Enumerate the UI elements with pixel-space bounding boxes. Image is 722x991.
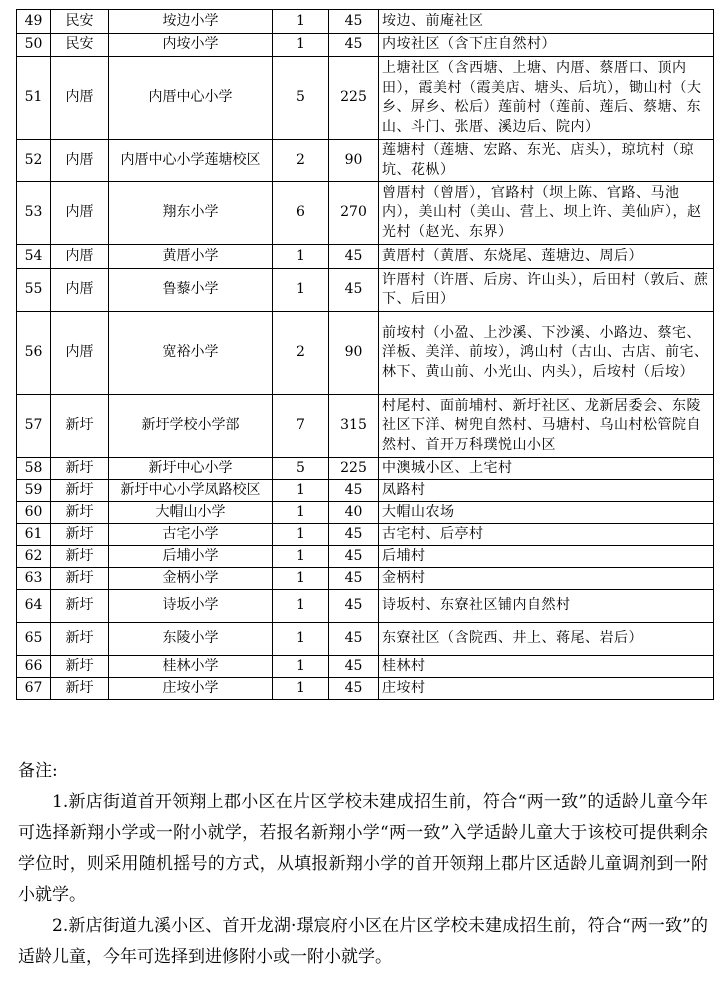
row-number: 61 [17, 524, 51, 546]
street-name: 新圩 [51, 590, 109, 623]
street-name: 内厝 [51, 182, 109, 245]
zone-description: 庄垵村 [379, 678, 714, 700]
row-number: 66 [17, 656, 51, 678]
note-1: 1.新店街道首开领翔上郡小区在片区学校未建成招生前，符合“两一致”的适龄儿童今年可选择新翔小学或一附小就学，若报名新翔小学“两一致”入学适龄儿童大于该校可提供剩余学位时，则采用随机摇号的方式，从填报新翔小学的首开领翔上郡片区适龄儿童调剂到一附小就学。 [18, 792, 708, 905]
row-number: 56 [17, 312, 51, 395]
school-name: 内厝中心小学莲塘校区 [109, 140, 273, 182]
school-name: 翔东小学 [109, 182, 273, 245]
note-2: 2.新店街道九溪小区、首开龙湖·璟宸府小区在片区学校未建成招生前，符合“两一致”的适龄儿童，今年可选择到进修附小或一附小就学。 [18, 916, 708, 967]
street-name: 新圩 [51, 480, 109, 502]
table-row [17, 245, 714, 269]
street-name: 内厝 [51, 57, 109, 140]
notes-heading: 备注: [18, 761, 58, 781]
seat-count: 45 [329, 678, 379, 700]
street-name: 内厝 [51, 140, 109, 182]
seat-count: 90 [329, 312, 379, 395]
row-number: 55 [17, 269, 51, 312]
street-name: 民安 [51, 10, 109, 34]
school-name: 宽裕小学 [109, 312, 273, 395]
table-row [17, 140, 714, 182]
zone-description: 曾厝村（曾厝），官路村（坝上陈、官路、马池内），美山村（美山、营上、坝上许、美仙庐），赵光村（赵光、东界） [379, 182, 714, 245]
school-name: 诗坂小学 [109, 590, 273, 623]
row-number: 67 [17, 678, 51, 700]
class-count: 1 [273, 568, 329, 590]
zone-description: 前垵村（小盈、上沙溪、下沙溪、小路边、蔡宅、洋板、美洋、前垵），鸿山村（古山、古店、前宅、林下、黄山前、小光山、内头），后垵村（后垵） [379, 312, 714, 395]
row-number: 64 [17, 590, 51, 623]
zone-description: 许厝村（许厝、后房、许山头），后田村（敦后、蔗下、后田） [379, 269, 714, 312]
seat-count: 45 [329, 656, 379, 678]
table-row [17, 502, 714, 524]
row-number: 65 [17, 623, 51, 656]
row-number: 63 [17, 568, 51, 590]
table-row [17, 524, 714, 546]
class-count: 1 [273, 623, 329, 656]
school-name: 鲁藜小学 [109, 269, 273, 312]
table-row [17, 312, 714, 395]
class-count: 1 [273, 656, 329, 678]
street-name: 民安 [51, 34, 109, 57]
class-count: 5 [273, 57, 329, 140]
street-name: 新圩 [51, 623, 109, 656]
school-name: 垵边小学 [109, 10, 273, 34]
school-name: 东陵小学 [109, 623, 273, 656]
class-count: 6 [273, 182, 329, 245]
row-number: 57 [17, 395, 51, 458]
class-count: 1 [273, 590, 329, 623]
class-count: 2 [273, 140, 329, 182]
seat-count: 45 [329, 568, 379, 590]
school-name: 黄厝小学 [109, 245, 273, 269]
table-row [17, 568, 714, 590]
school-name: 新圩学校小学部 [109, 395, 273, 458]
table-row [17, 656, 714, 678]
street-name: 新圩 [51, 546, 109, 568]
class-count: 1 [273, 524, 329, 546]
table-row [17, 458, 714, 480]
class-count: 1 [273, 245, 329, 269]
zone-description: 后埔村 [379, 546, 714, 568]
zone-description: 诗坂村、东寮社区铺内自然村 [379, 590, 714, 623]
zone-description: 内垵社区（含下庄自然村） [379, 34, 714, 57]
school-name: 后埔小学 [109, 546, 273, 568]
seat-count: 225 [329, 57, 379, 140]
row-number: 53 [17, 182, 51, 245]
school-name: 大帽山小学 [109, 502, 273, 524]
row-number: 52 [17, 140, 51, 182]
seat-count: 90 [329, 140, 379, 182]
seat-count: 225 [329, 458, 379, 480]
zone-description: 金柄村 [379, 568, 714, 590]
zone-description: 莲塘村（莲塘、宏路、东光、店头），琼坑村（琼坑、花枞） [379, 140, 714, 182]
street-name: 新圩 [51, 524, 109, 546]
zone-description: 古宅村、后亭村 [379, 524, 714, 546]
street-name: 新圩 [51, 458, 109, 480]
table-row [17, 34, 714, 57]
table-row [17, 182, 714, 245]
table-row [17, 678, 714, 700]
seat-count: 45 [329, 10, 379, 34]
seat-count: 45 [329, 480, 379, 502]
table-row [17, 480, 714, 502]
street-name: 新圩 [51, 656, 109, 678]
seat-count: 45 [329, 269, 379, 312]
street-name: 新圩 [51, 568, 109, 590]
zone-description: 中澳城小区、上宅村 [379, 458, 714, 480]
school-name: 新圩中心小学凤路校区 [109, 480, 273, 502]
zone-description: 大帽山农场 [379, 502, 714, 524]
row-number: 51 [17, 57, 51, 140]
zone-description: 黄厝村（黄厝、东烧尾、莲塘边、周后） [379, 245, 714, 269]
seat-count: 270 [329, 182, 379, 245]
seat-count: 45 [329, 245, 379, 269]
zone-description: 垵边、前庵社区 [379, 10, 714, 34]
table-row [17, 269, 714, 312]
street-name: 内厝 [51, 269, 109, 312]
table-row [17, 546, 714, 568]
street-name: 内厝 [51, 245, 109, 269]
school-name: 桂林小学 [109, 656, 273, 678]
seat-count: 45 [329, 623, 379, 656]
class-count: 7 [273, 395, 329, 458]
seat-count: 45 [329, 590, 379, 623]
zone-description: 桂林村 [379, 656, 714, 678]
street-name: 新圩 [51, 502, 109, 524]
street-name: 新圩 [51, 395, 109, 458]
school-zone-table [16, 9, 714, 700]
class-count: 1 [273, 480, 329, 502]
seat-count: 40 [329, 502, 379, 524]
table-row [17, 590, 714, 623]
street-name: 新圩 [51, 678, 109, 700]
row-number: 62 [17, 546, 51, 568]
class-count: 5 [273, 458, 329, 480]
class-count: 1 [273, 269, 329, 312]
zone-description: 凤路村 [379, 480, 714, 502]
table-row [17, 623, 714, 656]
seat-count: 45 [329, 546, 379, 568]
row-number: 60 [17, 502, 51, 524]
class-count: 1 [273, 678, 329, 700]
class-count: 2 [273, 312, 329, 395]
row-number: 50 [17, 34, 51, 57]
class-count: 1 [273, 34, 329, 57]
zone-description: 村尾村、面前埔村、新圩社区、龙新居委会、东陵社区下洋、树兜自然村、马塘村、乌山村松管院自然村、首开万科璞悦山小区 [379, 395, 714, 458]
row-number: 49 [17, 10, 51, 34]
school-name: 内厝中心小学 [109, 57, 273, 140]
street-name: 内厝 [51, 312, 109, 395]
seat-count: 45 [329, 34, 379, 57]
school-name: 新圩中心小学 [109, 458, 273, 480]
notes-section [18, 756, 708, 973]
seat-count: 45 [329, 524, 379, 546]
zone-description: 上塘社区（含西塘、上塘、内厝、蔡厝口、顶内田），霞美村（霞美店、塘头、后坑），锄山村（大乡、屏乡、松后）莲前村（莲前、莲后、蔡塘、东山、斗门、张厝、溪边后、院内） [379, 57, 714, 140]
class-count: 1 [273, 10, 329, 34]
row-number: 59 [17, 480, 51, 502]
school-name: 古宅小学 [109, 524, 273, 546]
table-row [17, 57, 714, 140]
school-name: 金柄小学 [109, 568, 273, 590]
school-name: 内垵小学 [109, 34, 273, 57]
row-number: 54 [17, 245, 51, 269]
seat-count: 315 [329, 395, 379, 458]
class-count: 1 [273, 546, 329, 568]
table-row [17, 10, 714, 34]
class-count: 1 [273, 502, 329, 524]
school-name: 庄垵小学 [109, 678, 273, 700]
zone-description: 东寮社区（含院西、井上、蒋尾、岩后） [379, 623, 714, 656]
row-number: 58 [17, 458, 51, 480]
table-row [17, 395, 714, 458]
